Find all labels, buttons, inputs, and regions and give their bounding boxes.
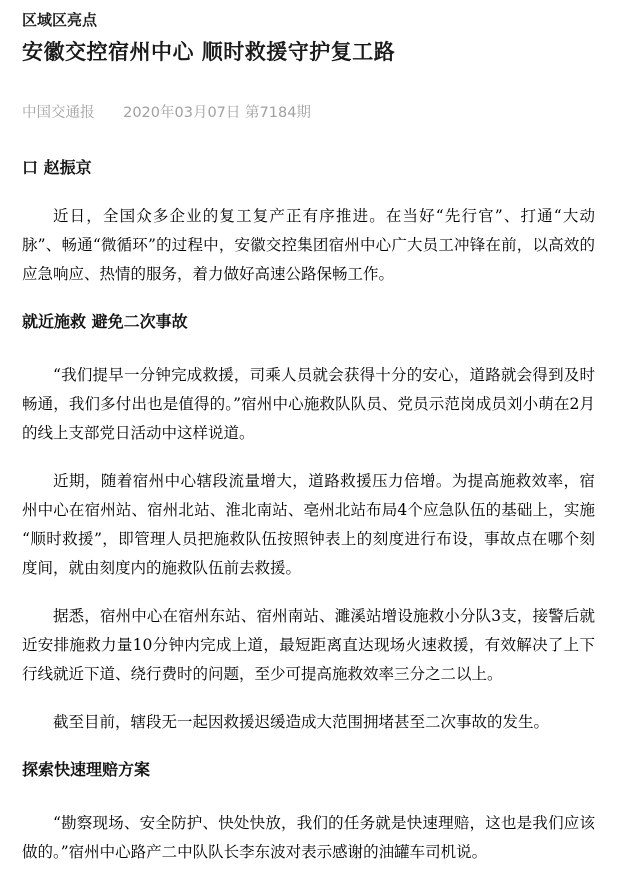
- column-category: 区域区亮点: [22, 11, 98, 29]
- article-title: 安徽交控宿州中心 顺时救援守护复工路: [22, 40, 396, 64]
- article-meta: [22, 103, 595, 123]
- paragraph-quote-rescue: “我们提早一分钟完成救援，司乘人员就会获得十分的安心，道路就会得到及时畅通，我们多付出也是值得的。”宿州中心施救队队员、党员示范岗成员刘小萌在2月的线上支部党日活动中这样说道。: [22, 366, 595, 442]
- section-heading-rescue: 就近施救 避免二次事故: [22, 312, 188, 331]
- paragraph-quote-claims: “勘察现场、安全防护、快处快放，我们的任务就是快速理赔，这也是我们应该做的。”宿州中心路产二中队队长李东波对表示感谢的油罐车司机说。: [22, 814, 595, 861]
- paragraph-intro: 近日，全国众多企业的复工复产正有序推进。在当好“先行官”、打通“大动脉”、畅通“微循环”的过程中，安徽交控集团宿州中心广大员工冲锋在前，以高效的应急响应、热情的服务，着力做好高速公路保畅工作。: [22, 207, 595, 283]
- paragraph-no-secondary-accidents: 截至目前，辖段无一起因救援迟缓造成大范围拥堵甚至二次事故的发生。: [53, 713, 550, 731]
- paragraph-clockwise-rescue: 近期，随着宿州中心辖段流量增大，道路救援压力倍增。为提高施救效率，宿州中心在宿州站、宿州北站、淮北南站、亳州北站布局4个应急队伍的基础上，实施“顺时救援”，即管理人员把施救队伍按照钟表上的刻度进行布设，事故点在哪个刻度间，就由刻度内的施救队伍前去救援。: [22, 472, 595, 577]
- article-body: [22, 202, 595, 867]
- publication-name: 中国交通报: [22, 105, 95, 121]
- section-heading-claims: 探索快速理赔方案: [22, 760, 151, 779]
- publication-date-issue: 2020年03月07日 第7184期: [123, 105, 311, 121]
- author-byline: 口 赵振京: [22, 158, 92, 177]
- paragraph-rescue-teams: 据悉，宿州中心在宿州东站、宿州南站、濉溪站增设施救小分队3支，接警后就近安排施救力量10分钟内完成上道，最短距离直达现场火速救援，有效解决了上下行线就近下道、绕行费时的问题，至少可提高施救效率三分之二以上。: [22, 607, 595, 683]
